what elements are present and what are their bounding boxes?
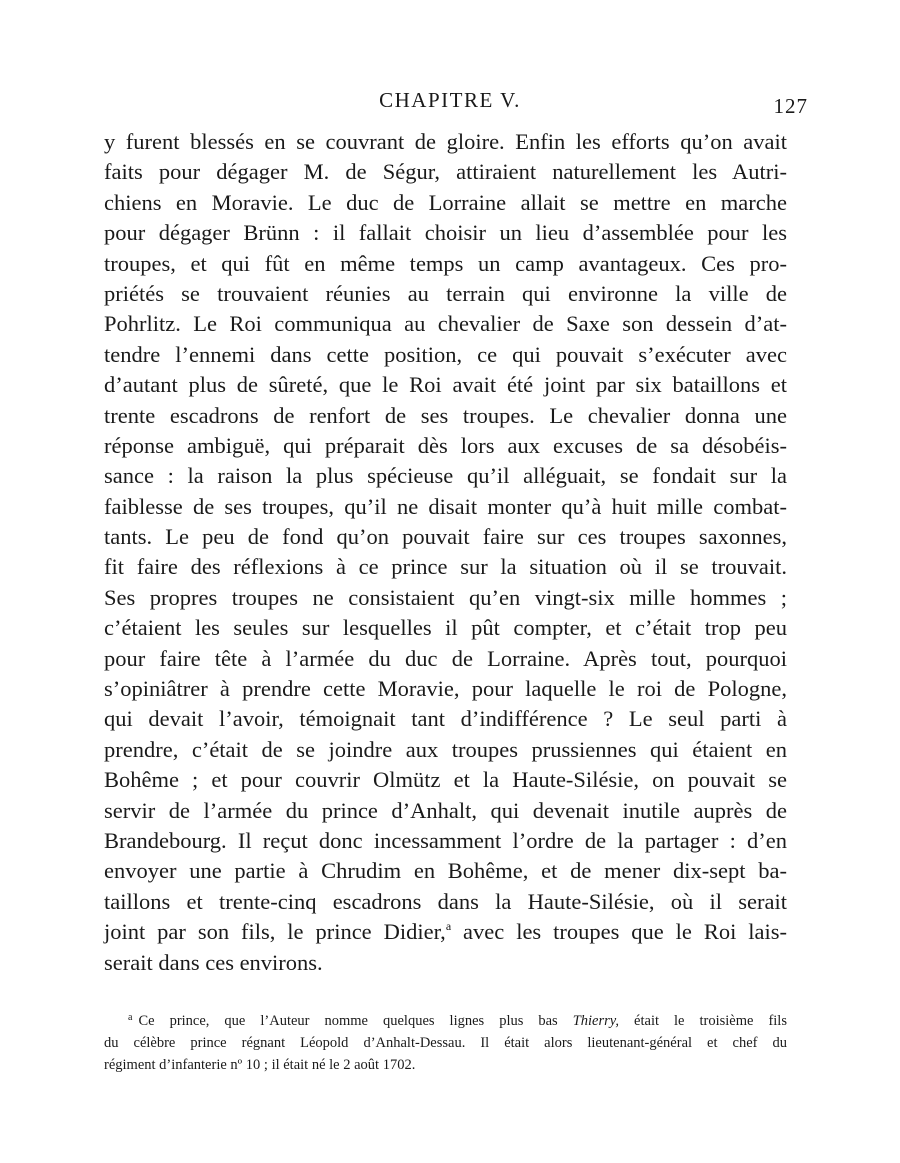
- footnote-marker: a: [128, 1012, 133, 1023]
- body-line: d’autant plus de sûreté, que le Roi avait été joint par six bataillons et: [104, 372, 787, 398]
- footnote-line-last: régiment d’infanterie nº 10 ; il était né le 2 août 1702.: [104, 1057, 416, 1073]
- body-line: tendre l’ennemi dans cette position, ce qui pouvait s’exécuter avec: [104, 341, 787, 367]
- body-line: faiblesse de ses troupes, qu’il ne disait monter qu’à huit mille combat-: [104, 493, 787, 519]
- body-line: taillons et trente-cinq escadrons dans la Haute-Silésie, où il serait: [104, 888, 787, 914]
- body-line: [104, 917, 787, 947]
- body-line: Bohême ; et pour couvrir Olmütz et la Haute-Silésie, on pouvait se: [104, 767, 787, 793]
- footnote-line: du célèbre prince régnant Léopold d’Anhalt-Dessau. Il était alors lieutenant-général et chef du: [104, 1035, 787, 1051]
- footnote-line: [104, 1010, 787, 1032]
- body-line: Ses propres troupes ne consistaient qu’en vingt-six mille hommes ;: [104, 584, 787, 610]
- body-line: pour faire tête à l’armée du duc de Lorraine. Après tout, pourquoi: [104, 645, 787, 671]
- body-line: trente escadrons de renfort de ses troupes. Le chevalier donna une: [104, 402, 787, 428]
- body-line-last: serait dans ces environs.: [104, 949, 323, 975]
- body-line-text: joint par son fils, le prince Didier,: [104, 919, 446, 945]
- footnote-text: était le troisième fils: [619, 1013, 787, 1029]
- body-line: servir de l’armée du prince d’Anhalt, qui devenait inutile auprès de: [104, 797, 787, 823]
- body-line: troupes, et qui fût en même temps un camp avantageux. Ces pro-: [104, 250, 787, 276]
- body-line: chiens en Moravie. Le duc de Lorraine allait se mettre en marche: [104, 189, 787, 215]
- body-line: sance : la raison la plus spécieuse qu’il alléguait, se fondait sur la: [104, 463, 787, 489]
- body-line: tants. Le peu de fond qu’on pouvait faire sur ces troupes saxonnes,: [104, 524, 787, 550]
- body-line: pour dégager Brünn : il fallait choisir un lieu d’assemblée pour les: [104, 220, 787, 246]
- body-line: prendre, c’était de se joindre aux troupes prussiennes qui étaient en: [104, 736, 787, 762]
- body-line: réponse ambiguë, qui préparait dès lors aux excuses de sa désobéis-: [104, 432, 787, 458]
- chapter-title: CHAPITRE V.: [379, 88, 521, 112]
- body-line-text: avec les troupes que le Roi lais-: [451, 919, 787, 945]
- page-number: 127: [773, 94, 808, 118]
- body-line: c’étaient les seules sur lesquelles il pût compter, et c’était trop peu: [104, 615, 787, 641]
- body-line: fit faire des réflexions à ce prince sur la situation où il se trouvait.: [104, 554, 787, 580]
- footnote-text: Ce prince, que l’Auteur nomme quelques lignes plus bas: [138, 1013, 573, 1029]
- footnote-reference[interactable]: a: [445, 919, 452, 934]
- body-line: y furent blessés en se couvrant de gloire. Enfin les efforts qu’on avait: [104, 129, 787, 154]
- footnote-italic-name: Thierry,: [572, 1013, 620, 1029]
- body-line: envoyer une partie à Chrudim en Bohême, et de mener dix-sept ba-: [104, 858, 787, 884]
- body-line: s’opiniâtrer à prendre cette Moravie, pour laquelle le roi de Pologne,: [104, 676, 787, 702]
- body-line: priétés se trouvaient réunies au terrain qui environne la ville de: [104, 280, 787, 306]
- body-line: faits pour dégager M. de Ségur, attiraient naturellement les Autri-: [104, 159, 787, 185]
- body-text: [104, 127, 787, 978]
- footnote: [104, 1010, 787, 1076]
- running-head: [0, 88, 900, 118]
- body-line: Brandebourg. Il reçut donc incessamment l’ordre de la partager : d’en: [104, 827, 787, 853]
- body-line: Pohrlitz. Le Roi communiqua au chevalier de Saxe son dessein d’at-: [104, 311, 787, 337]
- body-line: qui devait l’avoir, témoignait tant d’indifférence ? Le seul parti à: [104, 706, 787, 732]
